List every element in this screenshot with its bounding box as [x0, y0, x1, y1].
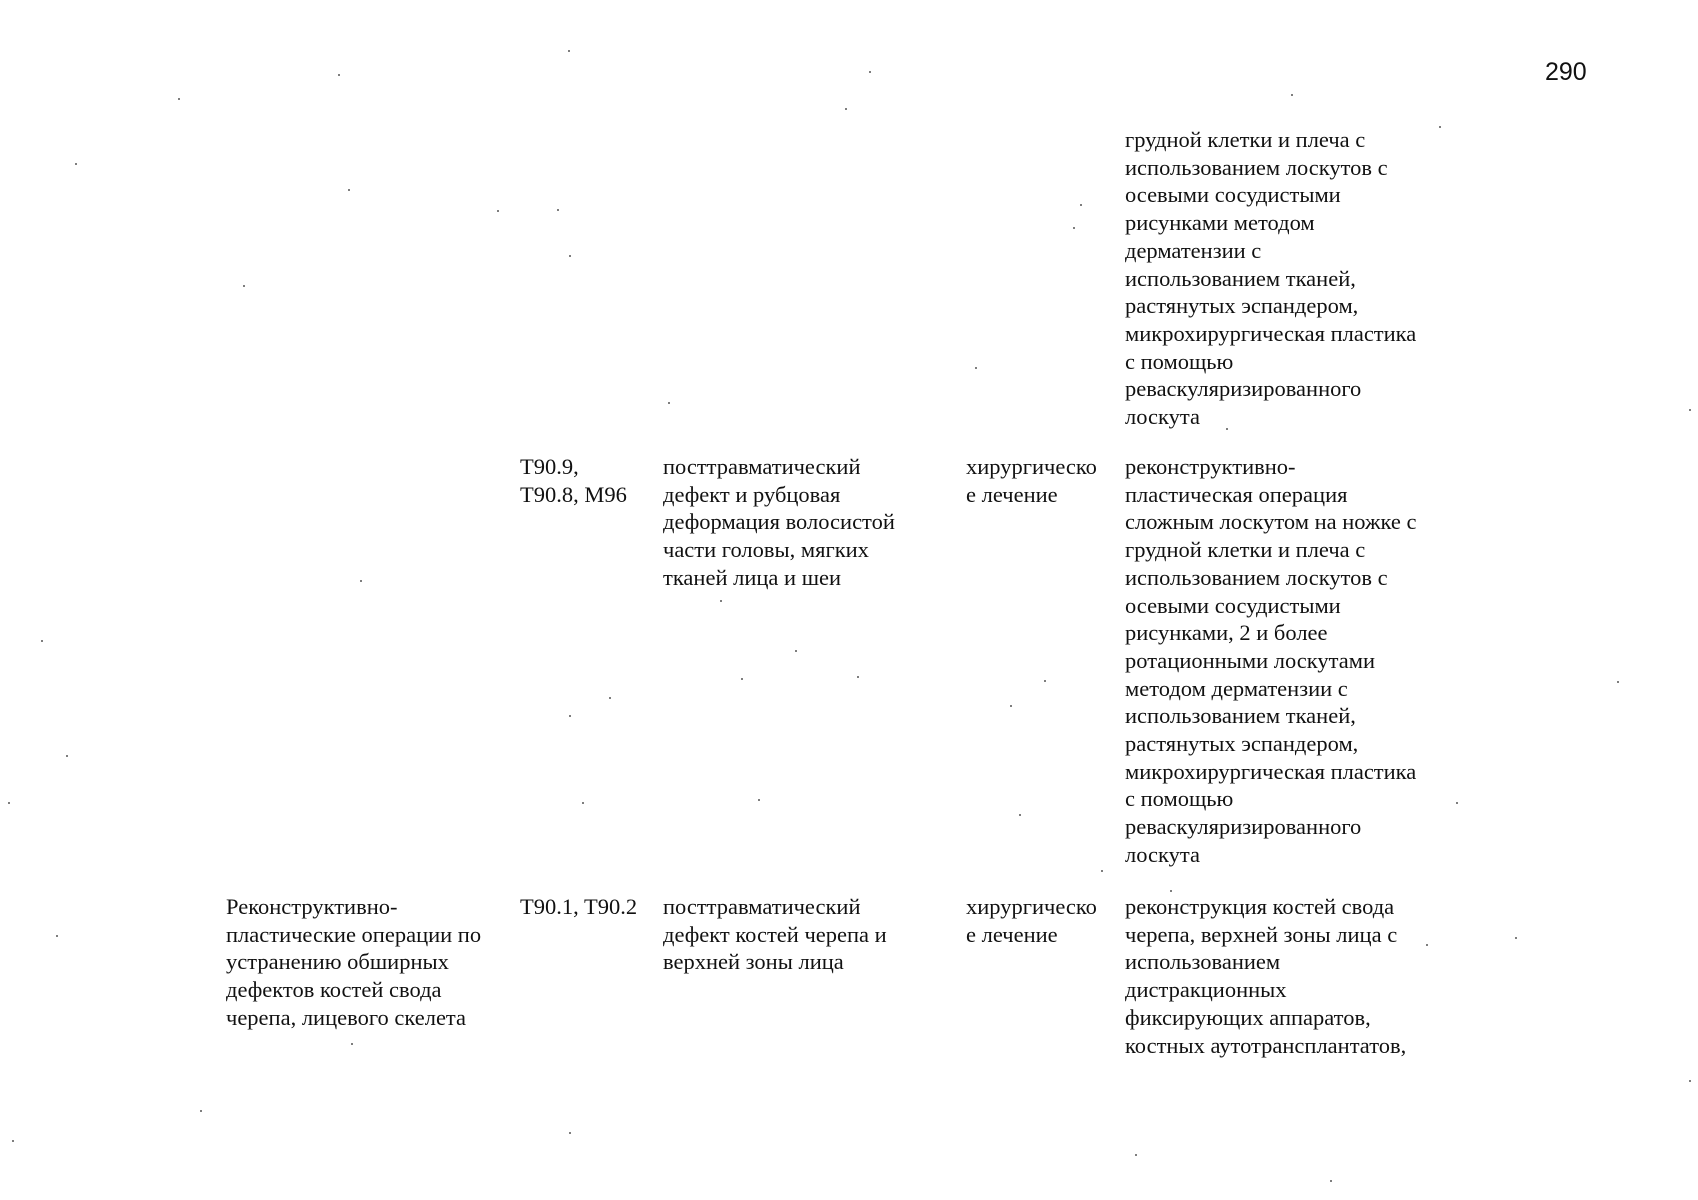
row-1-codes-cell: T90.9, T90.8, M96: [520, 454, 627, 507]
row-1-treatment-cell: хирургическо е лечение: [966, 454, 1097, 507]
row-2-codes-cell: T90.1, T90.2: [520, 894, 638, 919]
row-2-treatment-cell: хирургическо е лечение: [966, 894, 1097, 947]
row-2-name-cell: Реконструктивно- пластические операции по устранению обширных дефектов костей свода черепа, лицевого скелета: [226, 894, 482, 1030]
row-1-method-cell: реконструктивно- пластическая операция сложным лоскутом на ножке с грудной клетки и плеча с использованием лоскутов с осевыми сосудистыми рисунками, 2 и более ротационными лоскутами методом дерматензии с использованием тканей, растянутых эспандером, микрохирургическая пластика с помощью реваскуляризированного лоскута: [1125, 454, 1417, 867]
row-1-diagnosis-cell: посттравматический дефект и рубцовая деформация волосистой части головы, мягких тканей лица и шеи: [663, 454, 895, 590]
row-2-method-cell: реконструкция костей свода черепа, верхней зоны лица с использованием дистракционных фиксирующих аппаратов, костных аутотрансплантатов,: [1125, 894, 1407, 1058]
page-number: 290: [1545, 58, 1587, 86]
continuation-method-cell: грудной клетки и плеча с использованием лоскутов с осевыми сосудистыми рисунками методом дерматензии с использованием тканей, растянутых эспандером, микрохирургическая пластика с помощью реваскуляризированного лоскута: [1125, 127, 1417, 430]
row-2-diagnosis-cell: посттравматический дефект костей черепа и верхней зоны лица: [663, 894, 887, 975]
